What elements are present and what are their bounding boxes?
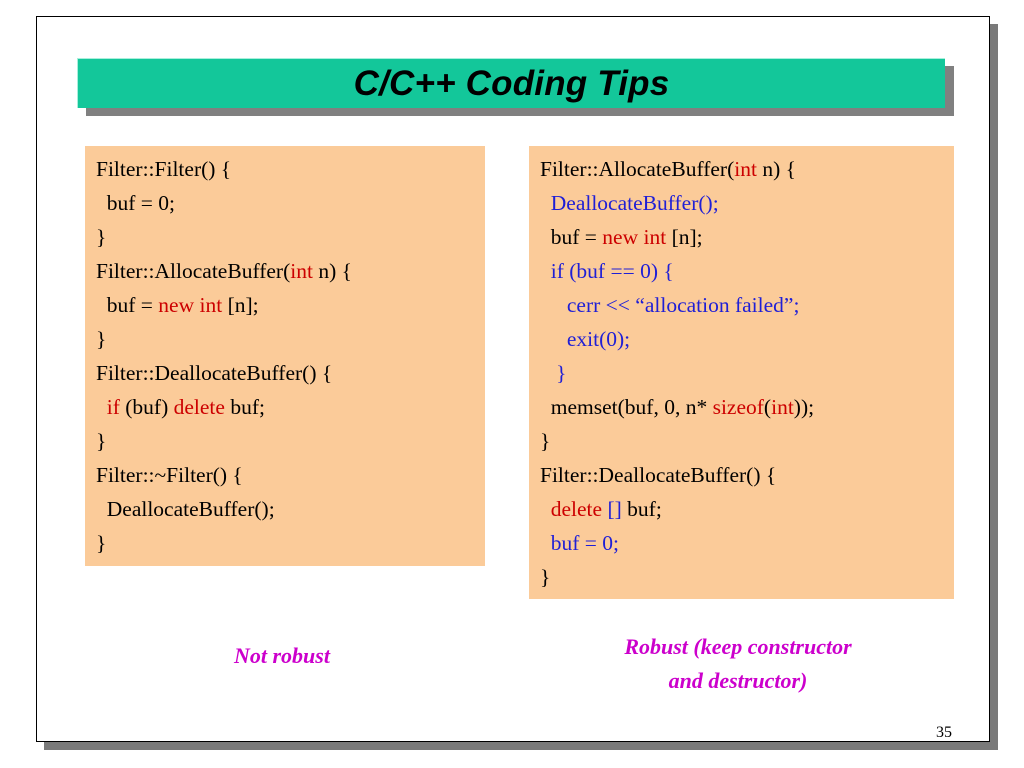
code-block-not-robust (85, 146, 485, 566)
code-added: buf = 0; (550, 531, 620, 555)
code-line (96, 220, 485, 254)
code-text: } (540, 565, 551, 589)
code-keyword: delete (550, 497, 603, 521)
code-text (540, 497, 551, 521)
code-text (540, 327, 567, 351)
code-text: Filter::Filter() { (96, 157, 232, 181)
code-line (540, 186, 954, 220)
code-text: Filter::DeallocateBuffer() { (540, 463, 777, 487)
code-text: buf = (96, 293, 159, 317)
code-added: if (buf == 0) { (550, 259, 674, 283)
code-text: } (96, 429, 107, 453)
code-line (96, 356, 485, 390)
code-text (96, 395, 107, 419)
code-text: } (96, 531, 107, 555)
code-line (540, 322, 954, 356)
code-text: Filter::~Filter() { (96, 463, 243, 487)
code-text: ( (763, 395, 772, 419)
code-line (96, 152, 485, 186)
caption-robust-line-2: and destructor) (668, 668, 808, 693)
code-text (540, 259, 551, 283)
code-line (96, 424, 485, 458)
code-text: memset(buf, 0, n* (540, 395, 713, 419)
code-text: Filter::DeallocateBuffer() { (96, 361, 333, 385)
code-line (540, 152, 954, 186)
code-line (96, 288, 485, 322)
code-line (540, 526, 954, 560)
code-block-robust (529, 146, 954, 599)
code-added: exit(0); (566, 327, 631, 351)
code-keyword: new (602, 225, 639, 249)
code-text: } (540, 429, 551, 453)
caption-not-robust (182, 639, 382, 673)
code-line (540, 220, 954, 254)
code-line (540, 492, 954, 526)
slide-title: C/C++ Coding Tips (353, 63, 670, 103)
code-keyword: sizeof (712, 395, 764, 419)
code-text (540, 293, 567, 317)
code-text: DeallocateBuffer(); (96, 497, 275, 521)
code-text: (buf) (119, 395, 174, 419)
code-line (96, 186, 485, 220)
code-text: buf; (224, 395, 265, 419)
code-line (540, 390, 954, 424)
code-text: Filter::AllocateBuffer( (96, 259, 291, 283)
code-added: DeallocateBuffer(); (550, 191, 719, 215)
code-keyword: if (106, 395, 120, 419)
code-text (540, 531, 551, 555)
title-bar (77, 58, 945, 108)
code-text: )); (793, 395, 815, 419)
code-text: [n]; (666, 225, 703, 249)
code-keyword: new (158, 293, 195, 317)
code-keyword: int (290, 259, 313, 283)
code-keyword: int (199, 293, 223, 317)
code-text: } (96, 225, 107, 249)
code-keyword: int (734, 157, 757, 181)
code-text: Filter::AllocateBuffer( (540, 157, 735, 181)
caption-robust (573, 630, 903, 698)
code-line (96, 390, 485, 424)
code-text: [n]; (222, 293, 259, 317)
code-line (96, 254, 485, 288)
code-keyword: int (643, 225, 667, 249)
code-text: buf; (621, 497, 662, 521)
page-number: 35 (936, 724, 952, 741)
code-text (540, 191, 551, 215)
code-text: n) { (756, 157, 796, 181)
code-added: cerr << “allocation failed”; (566, 293, 800, 317)
code-line (96, 526, 485, 560)
code-line (96, 322, 485, 356)
code-line (540, 356, 954, 390)
code-text: buf = (540, 225, 603, 249)
code-line (540, 424, 954, 458)
code-text: n) { (312, 259, 352, 283)
code-keyword: delete (173, 395, 225, 419)
code-added: [] (607, 497, 622, 521)
caption-robust-line-1: Robust (keep constructor (624, 634, 852, 659)
code-line (540, 458, 954, 492)
code-line (540, 288, 954, 322)
code-line (540, 560, 954, 594)
code-line (540, 254, 954, 288)
code-text (540, 361, 556, 385)
code-text: } (96, 327, 107, 351)
code-line (96, 492, 485, 526)
code-added: } (556, 361, 567, 385)
caption-not-robust-text: Not robust (234, 643, 330, 668)
code-line (96, 458, 485, 492)
code-keyword: int (771, 395, 794, 419)
code-text: buf = 0; (96, 191, 176, 215)
